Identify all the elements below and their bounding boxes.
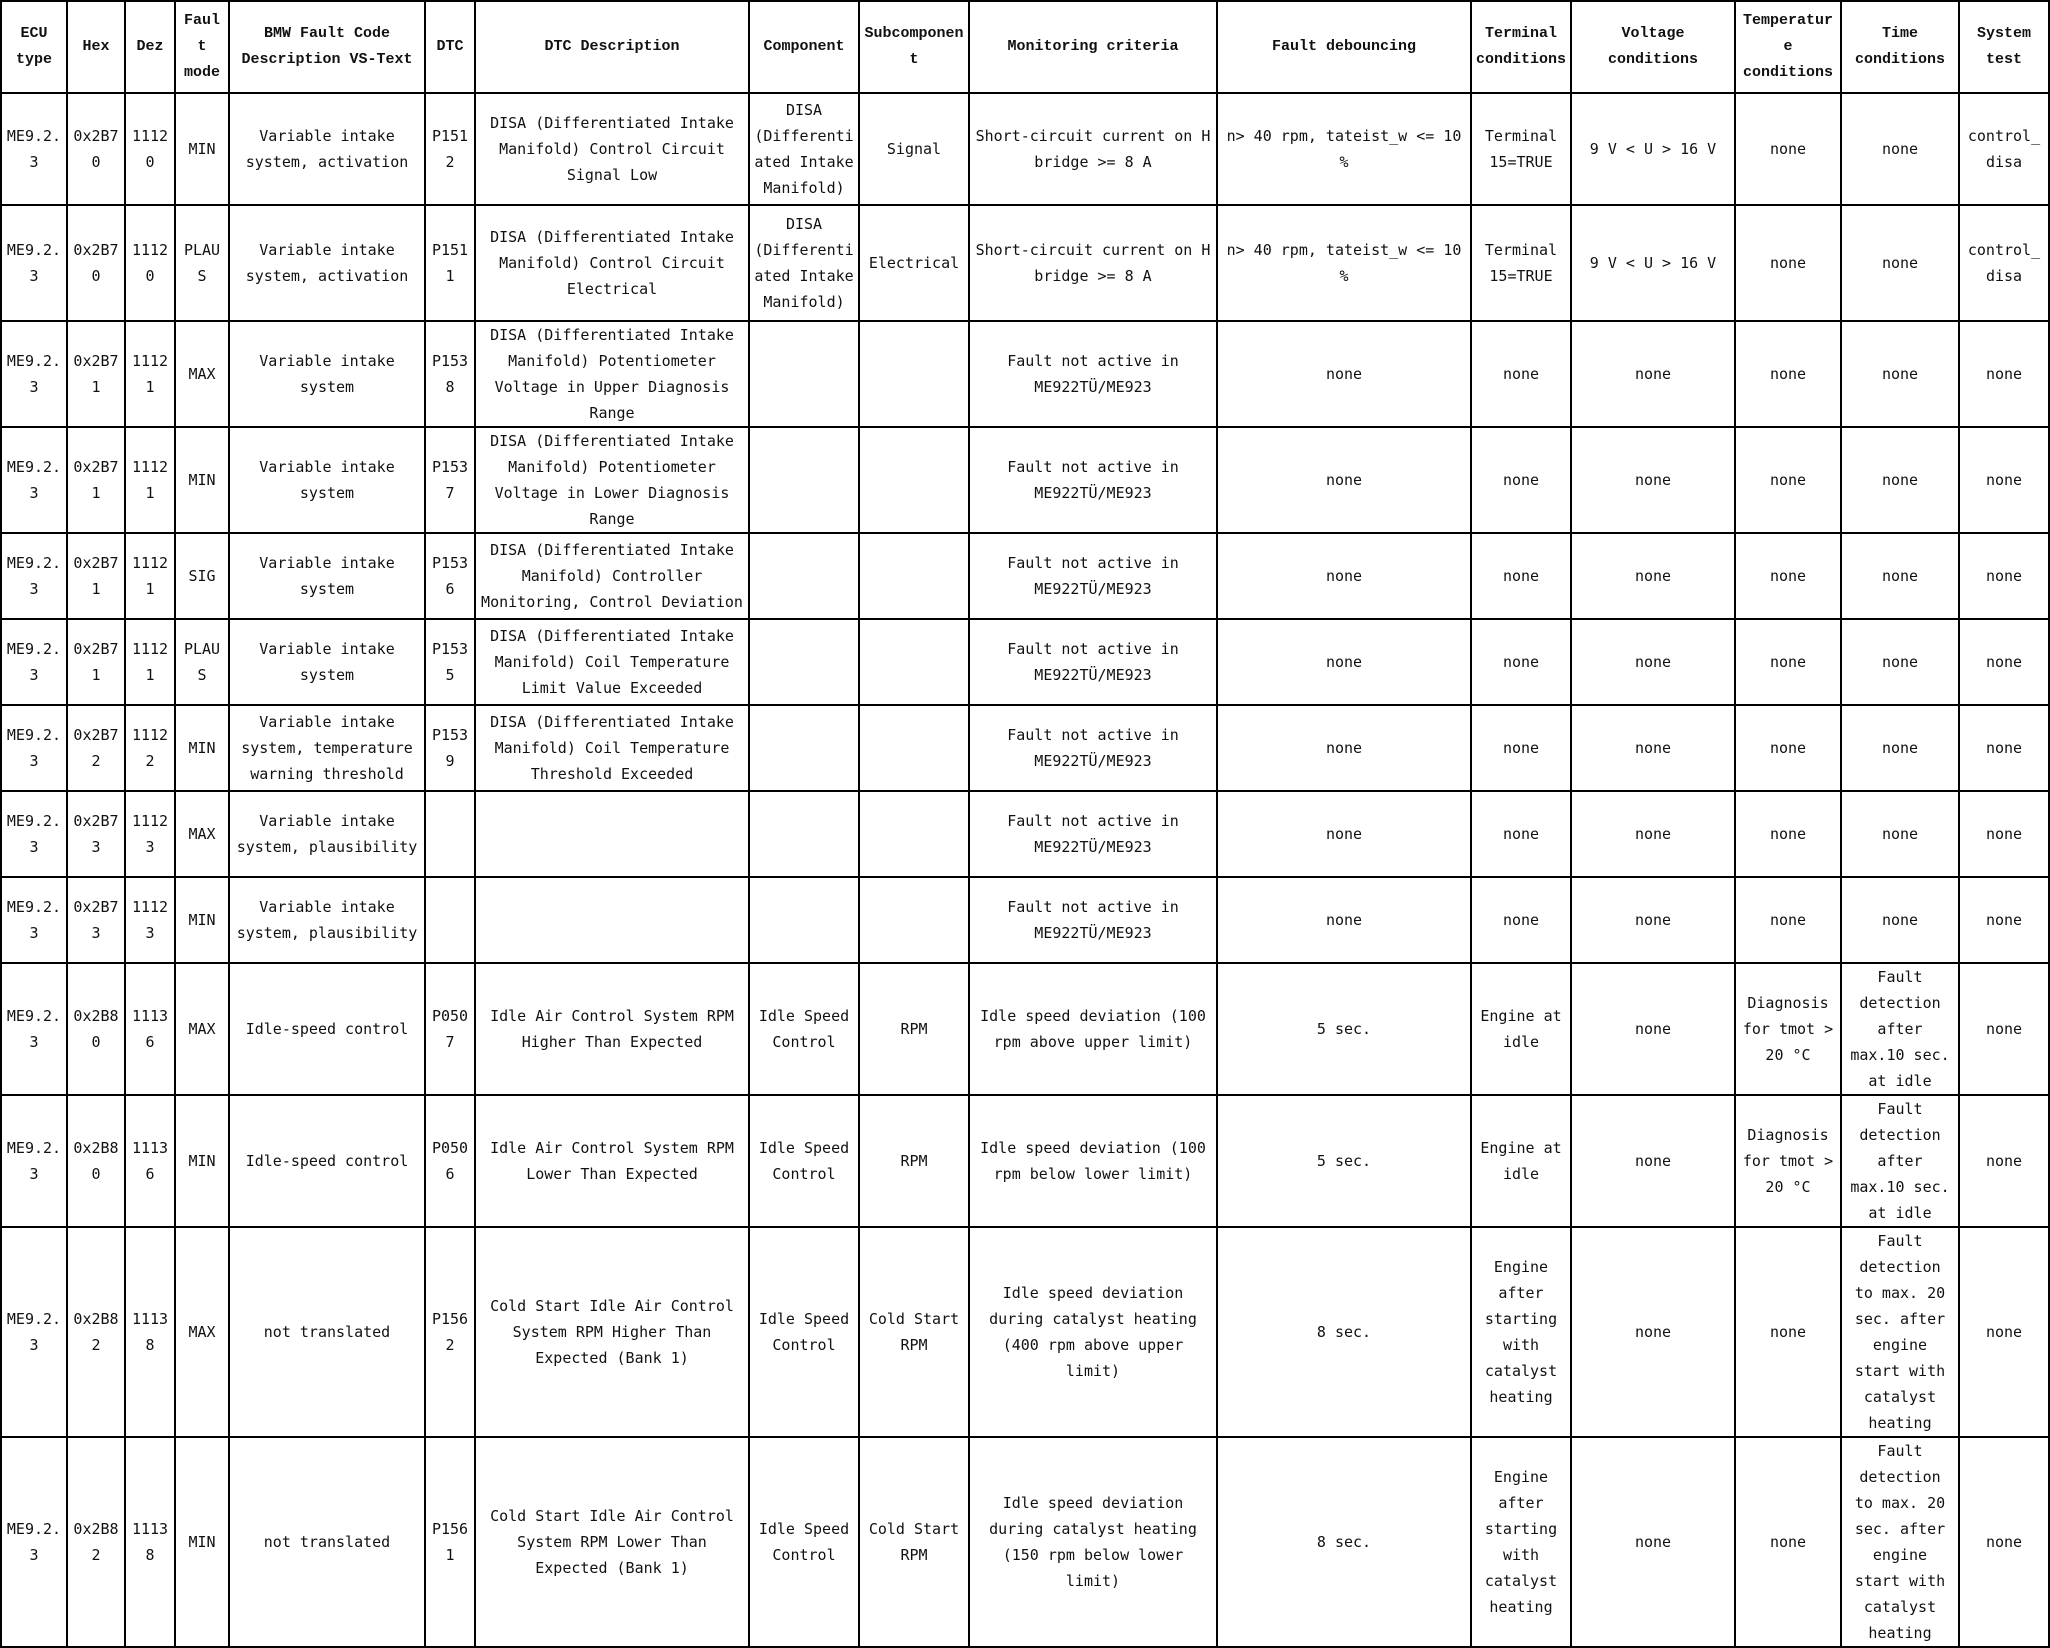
cell-voltage-conditions: none [1571, 619, 1735, 705]
cell-voltage-conditions: none [1571, 1437, 1735, 1647]
cell-temperature-conditions: none [1735, 533, 1841, 619]
cell-ecu-type: ME9.2.3 [1, 705, 67, 791]
cell-monitoring-criteria: Idle speed deviation during catalyst heating (400 rpm above upper limit) [969, 1227, 1217, 1437]
cell-time-conditions: none [1841, 877, 1959, 963]
cell-hex: 0x2B80 [67, 1095, 125, 1227]
cell-monitoring-criteria: Idle speed deviation during catalyst heating (150 rpm below lower limit) [969, 1437, 1217, 1647]
cell-fault-mode: MIN [175, 427, 229, 533]
cell-dtc-description: DISA (Differentiated Intake Manifold) Control Circuit Electrical [475, 205, 749, 321]
cell-time-conditions: none [1841, 791, 1959, 877]
cell-subcomponent: Cold Start RPM [859, 1437, 969, 1647]
cell-bmw-description: Variable intake system [229, 533, 425, 619]
col-header-dtc: DTC [425, 1, 475, 93]
cell-terminal-conditions: none [1471, 619, 1571, 705]
cell-voltage-conditions: 9 V < U > 16 V [1571, 205, 1735, 321]
cell-dtc-description [475, 877, 749, 963]
cell-subcomponent: Signal [859, 93, 969, 205]
cell-voltage-conditions: none [1571, 963, 1735, 1095]
cell-time-conditions: Fault detection to max. 20 sec. after engine start with catalyst heating [1841, 1437, 1959, 1647]
cell-subcomponent [859, 321, 969, 427]
cell-ecu-type: ME9.2.3 [1, 93, 67, 205]
cell-dez: 11121 [125, 533, 175, 619]
col-header-subcomponent: Subcomponent [859, 1, 969, 93]
cell-temperature-conditions: none [1735, 427, 1841, 533]
cell-dtc-description: DISA (Differentiated Intake Manifold) Potentiometer Voltage in Upper Diagnosis Range [475, 321, 749, 427]
col-header-dez: Dez [125, 1, 175, 93]
table-row [1, 427, 2049, 533]
cell-temperature-conditions: none [1735, 619, 1841, 705]
cell-hex: 0x2B73 [67, 877, 125, 963]
cell-monitoring-criteria: Fault not active in ME922TÜ/ME923 [969, 427, 1217, 533]
cell-temperature-conditions: Diagnosis for tmot > 20 °C [1735, 963, 1841, 1095]
cell-dez: 11123 [125, 791, 175, 877]
cell-dtc: P1511 [425, 205, 475, 321]
cell-temperature-conditions: none [1735, 1437, 1841, 1647]
cell-dtc-description: DISA (Differentiated Intake Manifold) Potentiometer Voltage in Lower Diagnosis Range [475, 427, 749, 533]
cell-system-test: none [1959, 533, 2049, 619]
cell-component: Idle Speed Control [749, 963, 859, 1095]
cell-dez: 11123 [125, 877, 175, 963]
col-header-temperature-conditions: Temperature conditions [1735, 1, 1841, 93]
cell-system-test: none [1959, 791, 2049, 877]
cell-monitoring-criteria: Idle speed deviation (100 rpm above upper limit) [969, 963, 1217, 1095]
table-row [1, 321, 2049, 427]
col-header-dtc-description: DTC Description [475, 1, 749, 93]
cell-time-conditions: none [1841, 205, 1959, 321]
table-row [1, 619, 2049, 705]
table-row [1, 533, 2049, 619]
cell-dtc [425, 791, 475, 877]
cell-monitoring-criteria: Fault not active in ME922TÜ/ME923 [969, 321, 1217, 427]
cell-dtc: P1536 [425, 533, 475, 619]
cell-dtc-description: Idle Air Control System RPM Lower Than Expected [475, 1095, 749, 1227]
cell-dez: 11122 [125, 705, 175, 791]
cell-terminal-conditions: Terminal 15=TRUE [1471, 205, 1571, 321]
cell-hex: 0x2B82 [67, 1437, 125, 1647]
cell-bmw-description: Variable intake system, activation [229, 93, 425, 205]
cell-ecu-type: ME9.2.3 [1, 427, 67, 533]
cell-fault-debouncing: none [1217, 533, 1471, 619]
cell-dtc: P1537 [425, 427, 475, 533]
cell-voltage-conditions: none [1571, 705, 1735, 791]
cell-hex: 0x2B73 [67, 791, 125, 877]
cell-dez: 11136 [125, 1095, 175, 1227]
cell-dtc-description: DISA (Differentiated Intake Manifold) Control Circuit Signal Low [475, 93, 749, 205]
cell-ecu-type: ME9.2.3 [1, 1437, 67, 1647]
cell-terminal-conditions: none [1471, 705, 1571, 791]
cell-dez: 11120 [125, 93, 175, 205]
cell-dez: 11138 [125, 1437, 175, 1647]
cell-component [749, 791, 859, 877]
cell-fault-mode: MAX [175, 321, 229, 427]
cell-system-test: none [1959, 1227, 2049, 1437]
cell-temperature-conditions: none [1735, 791, 1841, 877]
cell-fault-debouncing: none [1217, 877, 1471, 963]
cell-bmw-description: Variable intake system [229, 427, 425, 533]
cell-dtc: P1562 [425, 1227, 475, 1437]
cell-fault-mode: MIN [175, 93, 229, 205]
cell-dez: 11138 [125, 1227, 175, 1437]
cell-hex: 0x2B71 [67, 427, 125, 533]
cell-voltage-conditions: 9 V < U > 16 V [1571, 93, 1735, 205]
cell-dtc: P0506 [425, 1095, 475, 1227]
table-row [1, 93, 2049, 205]
cell-dtc-description: DISA (Differentiated Intake Manifold) Controller Monitoring, Control Deviation [475, 533, 749, 619]
cell-fault-debouncing: 5 sec. [1217, 1095, 1471, 1227]
cell-fault-mode: SIG [175, 533, 229, 619]
cell-fault-debouncing: none [1217, 321, 1471, 427]
cell-system-test: none [1959, 619, 2049, 705]
cell-voltage-conditions: none [1571, 321, 1735, 427]
col-header-ecu-type: ECU type [1, 1, 67, 93]
table-row [1, 963, 2049, 1095]
cell-monitoring-criteria: Fault not active in ME922TÜ/ME923 [969, 533, 1217, 619]
cell-component: Idle Speed Control [749, 1437, 859, 1647]
cell-fault-debouncing: n> 40 rpm, tateist_w <= 10 % [1217, 205, 1471, 321]
cell-component [749, 427, 859, 533]
cell-component [749, 533, 859, 619]
col-header-bmw-description: BMW Fault Code Description VS-Text [229, 1, 425, 93]
cell-temperature-conditions: none [1735, 1227, 1841, 1437]
cell-voltage-conditions: none [1571, 877, 1735, 963]
cell-bmw-description: not translated [229, 1227, 425, 1437]
cell-fault-mode: MIN [175, 705, 229, 791]
cell-bmw-description: Variable intake system, temperature warning threshold [229, 705, 425, 791]
cell-temperature-conditions: none [1735, 93, 1841, 205]
table-row [1, 705, 2049, 791]
cell-voltage-conditions: none [1571, 1095, 1735, 1227]
cell-voltage-conditions: none [1571, 427, 1735, 533]
cell-terminal-conditions: Engine at idle [1471, 1095, 1571, 1227]
cell-bmw-description: Variable intake system, plausibility [229, 791, 425, 877]
cell-component [749, 619, 859, 705]
cell-fault-mode: MIN [175, 1437, 229, 1647]
cell-hex: 0x2B70 [67, 205, 125, 321]
cell-subcomponent: Cold Start RPM [859, 1227, 969, 1437]
cell-time-conditions: Fault detection after max.10 sec. at idle [1841, 1095, 1959, 1227]
cell-fault-debouncing: none [1217, 427, 1471, 533]
cell-hex: 0x2B71 [67, 619, 125, 705]
cell-time-conditions: none [1841, 321, 1959, 427]
cell-subcomponent [859, 533, 969, 619]
cell-ecu-type: ME9.2.3 [1, 205, 67, 321]
cell-terminal-conditions: Engine after starting with catalyst heating [1471, 1227, 1571, 1437]
cell-ecu-type: ME9.2.3 [1, 963, 67, 1095]
cell-dtc: P1539 [425, 705, 475, 791]
cell-time-conditions: Fault detection after max.10 sec. at idle [1841, 963, 1959, 1095]
cell-dez: 11136 [125, 963, 175, 1095]
cell-terminal-conditions: none [1471, 791, 1571, 877]
cell-ecu-type: ME9.2.3 [1, 619, 67, 705]
cell-subcomponent: RPM [859, 1095, 969, 1227]
cell-terminal-conditions: Engine after starting with catalyst heating [1471, 1437, 1571, 1647]
cell-dez: 11121 [125, 619, 175, 705]
cell-dtc-description: Cold Start Idle Air Control System RPM Lower Than Expected (Bank 1) [475, 1437, 749, 1647]
cell-hex: 0x2B80 [67, 963, 125, 1095]
cell-hex: 0x2B72 [67, 705, 125, 791]
col-header-voltage-conditions: Voltage conditions [1571, 1, 1735, 93]
cell-time-conditions: none [1841, 705, 1959, 791]
cell-fault-mode: MIN [175, 1095, 229, 1227]
cell-component [749, 705, 859, 791]
cell-hex: 0x2B82 [67, 1227, 125, 1437]
cell-monitoring-criteria: Fault not active in ME922TÜ/ME923 [969, 877, 1217, 963]
cell-dtc-description: Idle Air Control System RPM Higher Than Expected [475, 963, 749, 1095]
cell-subcomponent [859, 877, 969, 963]
cell-dtc-description: Cold Start Idle Air Control System RPM Higher Than Expected (Bank 1) [475, 1227, 749, 1437]
cell-hex: 0x2B70 [67, 93, 125, 205]
cell-ecu-type: ME9.2.3 [1, 1227, 67, 1437]
cell-dez: 11120 [125, 205, 175, 321]
cell-terminal-conditions: Terminal 15=TRUE [1471, 93, 1571, 205]
cell-monitoring-criteria: Fault not active in ME922TÜ/ME923 [969, 791, 1217, 877]
table-row [1, 877, 2049, 963]
cell-system-test: none [1959, 877, 2049, 963]
cell-dtc-description: DISA (Differentiated Intake Manifold) Coil Temperature Threshold Exceeded [475, 705, 749, 791]
cell-hex: 0x2B71 [67, 321, 125, 427]
cell-terminal-conditions: none [1471, 877, 1571, 963]
cell-hex: 0x2B71 [67, 533, 125, 619]
cell-fault-mode: PLAUS [175, 619, 229, 705]
table-row [1, 1437, 2049, 1647]
cell-subcomponent [859, 619, 969, 705]
cell-fault-debouncing: none [1217, 705, 1471, 791]
cell-ecu-type: ME9.2.3 [1, 321, 67, 427]
cell-subcomponent: Electrical [859, 205, 969, 321]
cell-dtc [425, 877, 475, 963]
cell-system-test: control_disa [1959, 93, 2049, 205]
col-header-system-test: System test [1959, 1, 2049, 93]
cell-system-test: none [1959, 1437, 2049, 1647]
cell-bmw-description: not translated [229, 1437, 425, 1647]
col-header-terminal-conditions: Terminal conditions [1471, 1, 1571, 93]
cell-terminal-conditions: Engine at idle [1471, 963, 1571, 1095]
table-header [1, 1, 2049, 93]
cell-bmw-description: Variable intake system, activation [229, 205, 425, 321]
cell-bmw-description: Variable intake system [229, 321, 425, 427]
cell-dtc: P1538 [425, 321, 475, 427]
table-row [1, 1227, 2049, 1437]
cell-subcomponent [859, 705, 969, 791]
col-header-component: Component [749, 1, 859, 93]
cell-monitoring-criteria: Idle speed deviation (100 rpm below lower limit) [969, 1095, 1217, 1227]
cell-component: DISA (Differentiated Intake Manifold) [749, 205, 859, 321]
cell-component [749, 321, 859, 427]
cell-voltage-conditions: none [1571, 791, 1735, 877]
cell-time-conditions: none [1841, 619, 1959, 705]
cell-fault-mode: MAX [175, 791, 229, 877]
cell-temperature-conditions: Diagnosis for tmot > 20 °C [1735, 1095, 1841, 1227]
col-header-fault-debouncing: Fault debouncing [1217, 1, 1471, 93]
cell-system-test: none [1959, 321, 2049, 427]
cell-fault-mode: PLAUS [175, 205, 229, 321]
cell-time-conditions: none [1841, 93, 1959, 205]
cell-ecu-type: ME9.2.3 [1, 877, 67, 963]
cell-component: Idle Speed Control [749, 1227, 859, 1437]
col-header-time-conditions: Time conditions [1841, 1, 1959, 93]
cell-monitoring-criteria: Fault not active in ME922TÜ/ME923 [969, 619, 1217, 705]
cell-fault-debouncing: 8 sec. [1217, 1437, 1471, 1647]
cell-temperature-conditions: none [1735, 877, 1841, 963]
cell-fault-mode: MIN [175, 877, 229, 963]
table-row [1, 791, 2049, 877]
cell-fault-debouncing: 8 sec. [1217, 1227, 1471, 1437]
cell-ecu-type: ME9.2.3 [1, 791, 67, 877]
cell-voltage-conditions: none [1571, 1227, 1735, 1437]
cell-terminal-conditions: none [1471, 533, 1571, 619]
cell-temperature-conditions: none [1735, 321, 1841, 427]
cell-temperature-conditions: none [1735, 705, 1841, 791]
col-header-hex: Hex [67, 1, 125, 93]
table-row [1, 1095, 2049, 1227]
cell-bmw-description: Variable intake system, plausibility [229, 877, 425, 963]
cell-bmw-description: Idle-speed control [229, 1095, 425, 1227]
cell-dtc: P1561 [425, 1437, 475, 1647]
cell-system-test: none [1959, 705, 2049, 791]
col-header-monitoring-criteria: Monitoring criteria [969, 1, 1217, 93]
cell-time-conditions: Fault detection to max. 20 sec. after engine start with catalyst heating [1841, 1227, 1959, 1437]
col-header-fault-mode: Fault mode [175, 1, 229, 93]
cell-dtc: P1512 [425, 93, 475, 205]
cell-dtc-description [475, 791, 749, 877]
cell-monitoring-criteria: Short-circuit current on H bridge >= 8 A [969, 93, 1217, 205]
cell-dtc: P1535 [425, 619, 475, 705]
table-row [1, 205, 2049, 321]
cell-voltage-conditions: none [1571, 533, 1735, 619]
cell-ecu-type: ME9.2.3 [1, 533, 67, 619]
cell-terminal-conditions: none [1471, 321, 1571, 427]
cell-terminal-conditions: none [1471, 427, 1571, 533]
cell-component: DISA (Differentiated Intake Manifold) [749, 93, 859, 205]
cell-fault-debouncing: none [1217, 619, 1471, 705]
cell-temperature-conditions: none [1735, 205, 1841, 321]
cell-component: Idle Speed Control [749, 1095, 859, 1227]
cell-fault-mode: MAX [175, 963, 229, 1095]
cell-system-test: none [1959, 1095, 2049, 1227]
cell-dtc-description: DISA (Differentiated Intake Manifold) Coil Temperature Limit Value Exceeded [475, 619, 749, 705]
cell-time-conditions: none [1841, 427, 1959, 533]
cell-subcomponent [859, 427, 969, 533]
cell-component [749, 877, 859, 963]
cell-fault-debouncing: none [1217, 791, 1471, 877]
cell-dez: 11121 [125, 427, 175, 533]
cell-time-conditions: none [1841, 533, 1959, 619]
cell-bmw-description: Idle-speed control [229, 963, 425, 1095]
cell-monitoring-criteria: Short-circuit current on H bridge >= 8 A [969, 205, 1217, 321]
cell-fault-mode: MAX [175, 1227, 229, 1437]
cell-system-test: control_disa [1959, 205, 2049, 321]
cell-subcomponent [859, 791, 969, 877]
cell-dtc: P0507 [425, 963, 475, 1095]
cell-system-test: none [1959, 427, 2049, 533]
table-body [1, 93, 2049, 1647]
cell-fault-debouncing: n> 40 rpm, tateist_w <= 10 % [1217, 93, 1471, 205]
header-row [1, 1, 2049, 93]
cell-bmw-description: Variable intake system [229, 619, 425, 705]
cell-dez: 11121 [125, 321, 175, 427]
cell-system-test: none [1959, 963, 2049, 1095]
cell-monitoring-criteria: Fault not active in ME922TÜ/ME923 [969, 705, 1217, 791]
cell-fault-debouncing: 5 sec. [1217, 963, 1471, 1095]
cell-subcomponent: RPM [859, 963, 969, 1095]
cell-ecu-type: ME9.2.3 [1, 1095, 67, 1227]
